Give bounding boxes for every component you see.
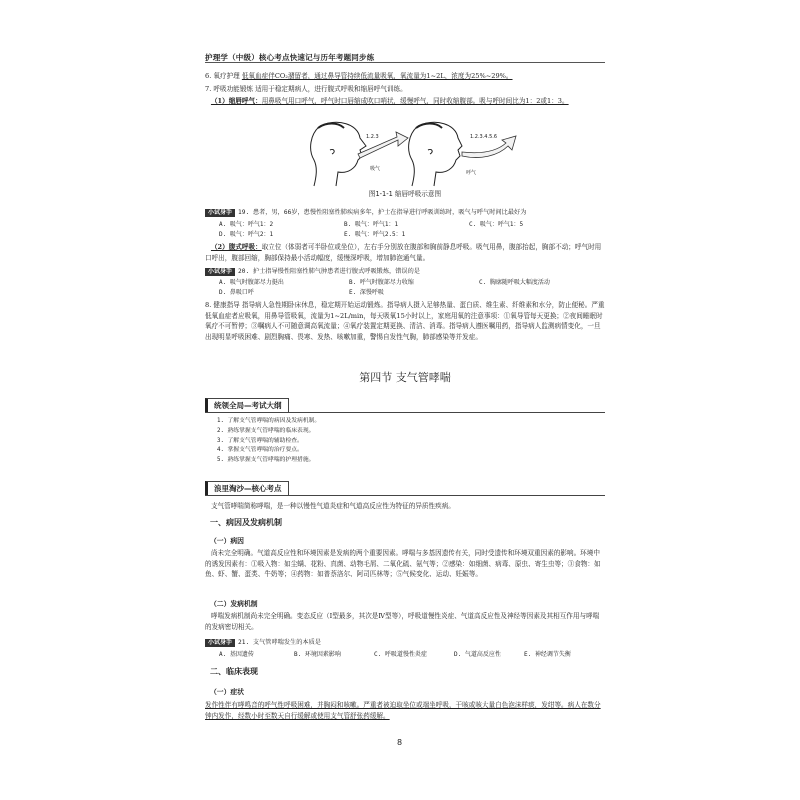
pursed-lip-breathing-figure (290, 116, 520, 188)
page-number: 8 (397, 738, 403, 747)
option-a: A. 吸气时腹部尽力挺出 (219, 279, 284, 286)
question-19 (205, 207, 605, 219)
option-d: D. 气道高反应性 (454, 651, 501, 658)
symptom-paragraph (205, 700, 605, 721)
question-21-text: 21. 支气管哮喘发生的本质是 (238, 639, 321, 646)
item-8-text: 指导病人急性期卧床休息，稳定期开始运动锻炼。指导病人摄入足够热量、蛋白质、维生素、纤维素和水分，防止便秘。严重低氧血症者应吸氧，用鼻导管吸氧，流量为1~2L/min，每天吸氧15小时以上，家庭用氧的注意事项：①氧导管每天更换；②夜间睡眠时氧疗不可暂停；③嘱病人不可随意调高氧流量；④氧疗装置定期更换、清洁、消毒。指导病人遵医嘱用药，指导病人监测病情变化，一旦出现明显呼吸困难、剧烈胸痛、畏寒、发热、咳嗽加重，警惕自发性气胸，肺部感染等并发症。 (205, 301, 605, 341)
outline-item: 1. 了解支气管哮喘的病因及发病机制。 (217, 418, 321, 424)
outline-item: 5. 熟练掌握支气管哮喘的护理措施。 (217, 457, 315, 464)
option-c: C. 吸气：呼气1：5 (469, 221, 524, 228)
question-21 (205, 637, 605, 649)
item-8-paragraph (205, 300, 605, 342)
section-title: 第四节 支气管哮喘 (359, 371, 451, 384)
option-d: D. 鼻吸口呼 (219, 289, 254, 296)
cause-paragraph: 尚未完全明确。气道高反应性和环境因素是发病的两个重要因素。哮喘与多基因遗传有关，同时受遗传和环境双重因素的影响。环境中的诱发因素有：①吸入物：如尘螨、花粉、真菌、动物毛屑、二氧化硫、氨气等；②感染：如细菌、病毒、原虫、寄生虫等；③食物：如鱼、虾、蟹、蛋类、牛奶等；④药物：如普萘洛尔、阿司匹林等；⑤气候变化、运动、妊娠等。 (205, 549, 601, 579)
option-e: E. 吸气：呼气2.5：1 (344, 231, 406, 238)
inhale-label: 吸气 (370, 166, 381, 172)
practice-tag: 小试身手 (205, 209, 235, 217)
question-19-text: 19. 患者，男，66岁，患慢性阻塞性肺疾病多年，护士在指导进行呼吸训练时，吸气与呼气时间比最好为 (238, 209, 527, 216)
outline-item: 3. 了解支气管哮喘的辅助检查。 (217, 437, 303, 444)
option-e: E. 神经调节失衡 (524, 651, 571, 658)
pursed-lip-lead: （1）缩唇呼气： (210, 97, 262, 105)
question-20-options (219, 278, 605, 298)
option-d: D. 吸气：呼气2：1 (219, 231, 274, 238)
item-6-text: 低氧血症伴CO₂潴留者，通过鼻导管持续低流量吸氧，氧流量为1~2L，浓度为25%~29%。 (241, 72, 513, 80)
abdominal-text: 取立位（体弱者可半卧位或坐位），左右手分别放在腹部和胸前静息呼吸。吸气用鼻，腹部抬起，胸部不动；呼气时用口呼出，腹部回缩，胸部保持最小活动幅度，缓慢深呼吸，增加肺泡通气量。 (205, 243, 602, 262)
core-points-rule (205, 495, 605, 496)
heading-clinical: 二、临床表现 (210, 667, 258, 676)
item-6-paragraph (205, 71, 605, 82)
option-a: A. 基因遗传 (219, 651, 254, 658)
option-e: E. 深慢呼吸 (349, 289, 384, 296)
asthma-definition: 支气管哮喘简称哮喘，是一种以慢性气道炎症和气道高反应性为特征的异质性疾病。 (210, 502, 455, 510)
pursed-lip-paragraph (205, 96, 605, 107)
inhale-count-text: 1.2.3 (366, 134, 379, 140)
option-b: B. 环境因素影响 (294, 651, 341, 658)
header-rule (205, 62, 605, 63)
outline-item: 2. 熟练掌握支气管哮喘的临床表现。 (217, 427, 315, 434)
question-19-options (219, 220, 605, 240)
outline-item: 4. 掌握支气管哮喘的治疗要点。 (217, 447, 303, 454)
exhale-head-illustration (409, 122, 462, 186)
practice-tag: 小试身手 (205, 268, 235, 276)
question-21-options (219, 650, 605, 660)
item-7-text: 适用于稳定期病人，进行腹式呼吸和缩唇呼气训练。 (255, 85, 407, 93)
mechanism-paragraph: 哮喘发病机制尚未完全明确。变态反应（Ⅰ型最多，其次是Ⅳ型等），呼吸道慢性炎症、气道高反应性及神经等因素及其相互作用与哮喘的发病密切相关。 (205, 612, 600, 631)
item-7-paragraph (205, 84, 605, 95)
core-points-heading: 浪里淘沙—核心考点 (205, 481, 289, 496)
exam-outline-list (217, 417, 605, 466)
exhale-label: 呼气 (466, 170, 477, 176)
pursed-lip-text: 用鼻吸气用口呼气，呼气时口唇缩成吹口哨状，缓慢呼气，同时收缩腹部。吸与呼时间比为1：2或1：3。 (261, 97, 569, 105)
option-c: C. 呼吸道慢性炎症 (374, 651, 427, 658)
item-6-lead: 6. 氧疗护理 (205, 72, 240, 80)
question-20 (205, 266, 605, 278)
heading-symptoms: （一）症状 (210, 688, 244, 696)
item-8-lead: 8. 健康指导 (205, 301, 240, 309)
exhale-count-text: 1.2.3.4.5.6 (470, 134, 498, 140)
practice-tag: 小试身手 (205, 639, 235, 647)
question-20-text: 20. 护士指导慢性阻塞性肺气肿患者进行腹式呼吸锻炼，错误的是 (238, 268, 420, 275)
heading-cause: （一）病因 (210, 537, 244, 545)
option-a: A. 吸气：呼气1：2 (219, 221, 274, 228)
option-b: B. 吸气：呼气1：1 (344, 221, 399, 228)
exam-outline-rule (205, 412, 605, 413)
symptom-text: 发作性伴有哮鸣音的呼气性呼吸困难，并胸闷和咳嗽。严重者被迫取坐位或端坐呼吸，干咳或咳大量白色泡沫样痰，发绀等。病人在数分钟内发作，经数小时至数天自行缓解或使用支气管舒张药缓解。 (205, 701, 601, 720)
option-c: C. 胸廓随呼吸大幅度活动 (479, 279, 550, 286)
abdominal-breathing-paragraph (205, 242, 605, 263)
heading-mechanism: （二）发病机制 (210, 600, 258, 608)
option-b: B. 呼气时腹部尽力收缩 (349, 279, 414, 286)
figure-caption: 图1-1-1 缩唇呼吸示意图 (368, 190, 442, 198)
exam-outline-heading: 统领全局—考试大纲 (205, 398, 289, 413)
abdominal-lead: （2）腹式呼吸： (210, 243, 262, 251)
running-header: 护理学（中级）核心考点快速记与历年考题同步练 (205, 53, 375, 62)
item-7-lead: 7. 呼吸功能锻炼 (205, 85, 253, 93)
heading-etiology: 一、病因及发病机制 (210, 518, 282, 527)
